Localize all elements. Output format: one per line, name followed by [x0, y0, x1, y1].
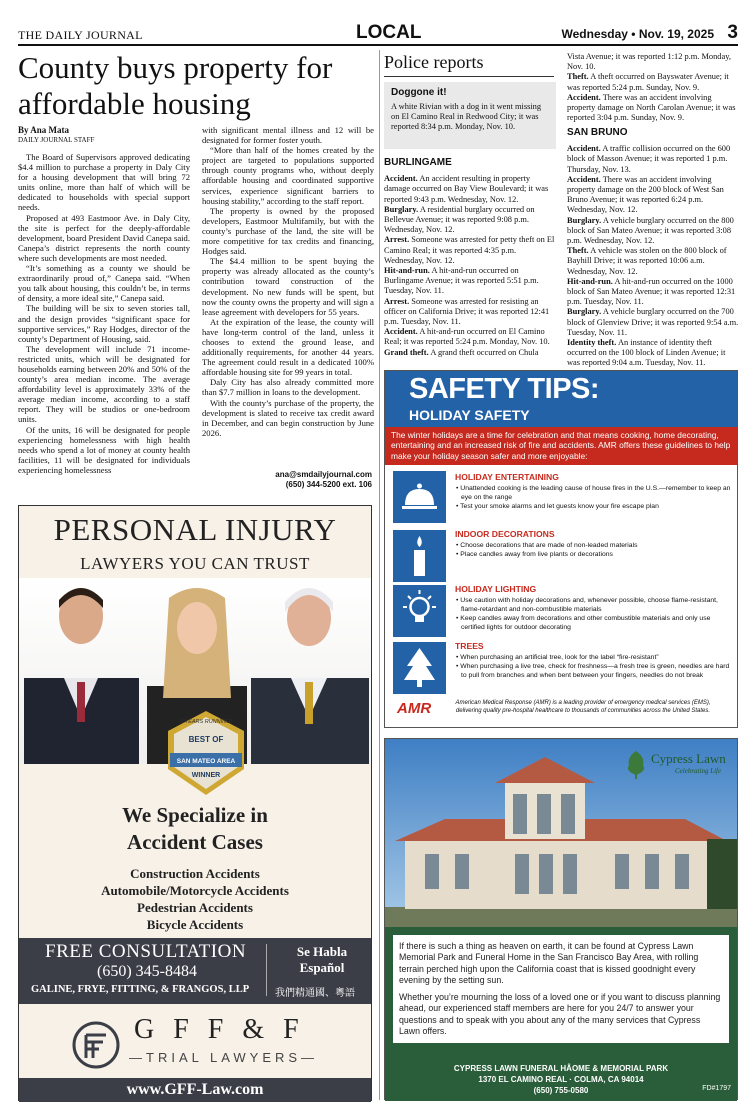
- cloche-icon: [393, 471, 446, 523]
- consultation-bar: [19, 938, 371, 1004]
- case-type: Automobile/Motorcycle Accidents: [101, 883, 289, 898]
- report-text: A vehicle burglary occurred on the 700 block of Glenview Drive; it was reported 9:54 a.m. Tuesday, Nov. 11.: [567, 307, 739, 337]
- tip-heading: TREES: [455, 641, 484, 651]
- cypress-license: FD#1797: [702, 1085, 731, 1092]
- author-phone: (650) 344-5200 ext. 106: [285, 480, 372, 489]
- author-contact: [200, 470, 372, 490]
- cypress-address: 1370 EL CAMINO REAL · COLMA, CA 94014: [478, 1075, 644, 1084]
- cypress-lawn-ad: [384, 738, 738, 1100]
- police-reports-title: Police reports: [384, 52, 484, 72]
- report-type: Hit-and-run.: [567, 276, 613, 286]
- ad-website[interactable]: www.GFF-Law.com: [19, 1078, 371, 1102]
- report-text: An instance of identity theft occurred on the 100 block of Linden Avenue; it was reported 9:04 a.m. Tuesday, Nov. 11.: [567, 338, 726, 368]
- report-type: Accident.: [567, 174, 601, 184]
- candle-icon: [393, 530, 446, 582]
- paragraph: with significant mental illness and 12 will be designated for former foster youth.: [202, 125, 374, 146]
- free-consultation: FREE CONSULTATION: [45, 941, 247, 962]
- paragraph: “More than half of the homes created by the project are targeted to populations supported through county programs who, without deeply affordable housing and coordinated supportive services, experience significant barriers to housing stability,” according to the staff report.: [202, 145, 374, 206]
- paragraph: The property is owned by the proposed developers, Eastmoor Multifamily, but with the county’s purchase of the land, the site will be more competitive for tax credits and financing, Hodges said.: [202, 205, 374, 257]
- cypress-phone[interactable]: (650) 755-0580: [533, 1086, 589, 1095]
- report-item: [384, 348, 556, 358]
- article-byline: By Ana Mata: [18, 125, 70, 135]
- report-type: Burglary.: [384, 204, 419, 214]
- report-text: A grand theft occurred on Chula: [430, 347, 539, 357]
- report-type: Identity theft.: [567, 338, 617, 348]
- best-of-badge: [162, 709, 250, 797]
- burlingame-reports: [384, 157, 556, 365]
- tip-heading: HOLIDAY LIGHTING: [455, 584, 537, 594]
- case-type: Construction Accidents: [130, 866, 260, 881]
- tip-section: [455, 472, 733, 511]
- report-text: A hit-and-run occurred on the 1000 block of San Mateo Avenue; it was reported 12:31 p.m. Tuesday, Nov. 11.: [567, 276, 736, 307]
- report-item: [384, 266, 556, 297]
- spanish-note: Se Habla Español: [296, 944, 348, 975]
- article-column-2: [202, 125, 374, 455]
- report-item: [384, 327, 556, 347]
- badge-area: SAN MATEO AREA: [176, 758, 236, 765]
- report-item: [384, 174, 556, 205]
- report-type: Theft.: [567, 246, 589, 256]
- badge-years: 3 YEARS RUNNING!: [180, 719, 232, 725]
- paragraph: The building will be six to seven stories tall, and the design provides “significant space for supportive services,” Ray Hodges, director of the county’s Department of Housing, said.: [18, 303, 190, 344]
- cypress-paragraph: Whether you’re mourning the loss of a loved one or if you want to discuss planning ahead, our experienced staff members are here for you 24/7 to answer your questions and to speak with you about any of the many services that Cypress Lawn offers.: [399, 992, 721, 1037]
- report-type: Accident.: [384, 327, 418, 337]
- cypress-logo: [623, 749, 731, 779]
- report-type: Accident.: [384, 174, 418, 184]
- safety-intro: The winter holidays are a time for celebration and that means cooking, home decorating, entertaining and an increased risk of fire and accidents. AMR offers these guidelines to help make your holiday season safer and more enjoyable:: [385, 427, 737, 465]
- firm-name: GALINE, FRYE, FITTING, & FRANGOS, LLP: [31, 984, 250, 995]
- paragraph: The Board of Supervisors approved dedicating $4.4 million to purchase a property in Daly City for a housing development that will bring 72 units online, more than half of which will be dedicated to households with special support needs.: [18, 152, 190, 213]
- report-item: [567, 277, 739, 308]
- chinese-note: 我們精通國、粵語: [275, 988, 355, 999]
- report-type: Burglary.: [567, 307, 602, 317]
- report-text: An accident resulting in property damage occurred on Bay View Boulevard; it was reported 9:43 p.m. Wednesday, Nov. 12.: [384, 174, 549, 204]
- paragraph: The development will include 71 income-restricted units, which will be designated for households earning between 20% and 50% of the county’s area median income. The average affordability level is approximately 33% of the average median income, according to a staff report. They will be studios or one-bedroom units.: [18, 343, 190, 425]
- tip-item: • Test your smoke alarms and let guests know your fire escape plan: [456, 503, 659, 510]
- report-text: There was an accident involving property damage on North Carolan Avenue; it was reported 3:04 p.m. Sunday, Nov. 9.: [567, 92, 736, 123]
- cypress-logo-text: Cypress Lawn: [651, 751, 726, 766]
- report-item: [567, 246, 739, 277]
- publication-name: THE DAILY JOURNAL: [18, 28, 143, 42]
- column-divider: [379, 50, 380, 1100]
- light-bulb-icon: [393, 585, 446, 637]
- san-bruno-heading: SAN BRUNO: [567, 127, 628, 138]
- section-name: LOCAL: [356, 22, 422, 43]
- report-item: [567, 93, 739, 124]
- page-header: [18, 22, 738, 46]
- report-item: [567, 307, 739, 338]
- report-type: Burglary.: [567, 215, 602, 225]
- tip-item: • Choose decorations that are made of non-leaded materials: [456, 542, 638, 549]
- tip-heading: INDOOR DECORATIONS: [455, 529, 555, 539]
- safety-title: SAFETY TIPS:: [409, 373, 600, 405]
- report-item: [567, 216, 739, 247]
- paragraph: Daly City has also already committed more than $7.7 million in loans to the development.: [202, 377, 374, 398]
- badge-winner: WINNER: [191, 772, 221, 779]
- report-type: Hit-and-run.: [384, 266, 430, 276]
- report-item: [567, 338, 739, 369]
- report-type: Grand theft.: [384, 347, 429, 357]
- gff-letters: G F F & F: [134, 1014, 305, 1045]
- tip-item: • When purchasing a live tree, check for freshness—a fresh tree is green, needles are hard to pull from branches and when bent between your fingers, needles do not break: [456, 663, 730, 679]
- trial-lawyers: —TRIAL LAWYERS—: [129, 1050, 319, 1065]
- author-email[interactable]: ana@smdailyjournal.com: [275, 470, 372, 479]
- report-text: Someone was arrested for petty theft on El Camino Real; it was reported 4:35 p.m. Wednesday, Nov. 12.: [384, 235, 555, 265]
- tip-section: [455, 584, 733, 632]
- ad-phone[interactable]: (650) 345-8484: [97, 963, 197, 980]
- tip-item: • When purchasing an artificial tree, look for the label “fire-resistant”: [456, 654, 659, 661]
- paragraph: Proposed at 493 Eastmoor Ave. in Daly City, the site is perfect for the deeply-affordable development, board President David Canepa said. Canepa’s district represents the north county where such developments are most needed.: [18, 212, 190, 263]
- burlingame-reports-cont: [567, 52, 739, 123]
- report-item: [384, 297, 556, 328]
- report-text: A theft occurred on Bayswater Avenue; it was reported 5:24 p.m. Sunday, Nov. 9.: [567, 72, 729, 92]
- personal-injury-ad: [18, 505, 372, 1101]
- san-bruno-reports: [567, 127, 739, 368]
- article-staff-label: DAILY JOURNAL STAFF: [18, 136, 95, 144]
- report-text: A vehicle was stolen on the 800 block of Bayhill Drive; it was reported 10:06 a.m. Wednesday, Nov. 12.: [567, 246, 727, 276]
- article-column-1: [18, 152, 190, 497]
- report-text: A traffic collision occurred on the 600 block of Masson Avenue; it was reported 1 p.m. Thursday, Nov. 13.: [567, 144, 731, 174]
- amr-footer: [397, 700, 727, 715]
- paragraph: Of the units, 16 will be designated for people experiencing homelessness with high health needs who spend a lot of money at county health facilities, 11 will be designated for individuals experiencing homelessness: [18, 424, 190, 475]
- tip-item: • Unattended cooking is the leading cause of house fires in the U.S.—remember to keep an eye on the range: [456, 485, 731, 501]
- cypress-tree-icon: [623, 749, 649, 779]
- report-type: Theft.: [567, 72, 589, 82]
- report-text: A hit-and-run occurred on El Camino Real; it was reported 5:24 p.m. Monday, Nov. 10.: [384, 327, 550, 347]
- doggone-box: [384, 82, 556, 149]
- paragraph: “It’s something as a county we should be extraordinarily proud of,” Canepa said. “When you talk about housing, this couldn’t be, in terms of density, a more ideal site,” Canepa said.: [18, 263, 190, 304]
- tip-heading: HOLIDAY ENTERTAINING: [455, 472, 559, 482]
- cypress-name: CYPRESS LAWN FUNERAL HÂOME & MEMORIAL PARK: [453, 1064, 669, 1073]
- safety-banner: [385, 371, 737, 427]
- divider: [266, 944, 267, 996]
- cypress-body: [385, 927, 737, 1063]
- report-text: A residential burglary occurred on Bellevue Avenue; it was reported 9:08 p.m. Wednesday, Nov. 12.: [384, 204, 535, 235]
- amr-description: American Medical Response (AMR) is a leading provider of emergency medical services (EMS), delivering quality pre-hospital healthcare to thousands of communities across the United States.: [455, 700, 711, 714]
- tip-item: • Keep candles away from decorations and other combustible materials and only use certified lights for outdoor decorating: [456, 615, 711, 631]
- doggone-title: Doggone it!: [391, 87, 447, 98]
- report-type: Accident.: [567, 92, 601, 102]
- tip-section: [455, 641, 733, 680]
- article-headline: County buys property for affordable housing: [18, 50, 333, 121]
- specialize-tagline: We Specialize in Accident Cases: [122, 803, 268, 854]
- tip-item: • Use caution with holiday decorations and, whenever possible, choose flame-resistant, flame-retardant and non-combustible materials: [456, 597, 718, 613]
- report-type: Accident.: [567, 144, 601, 154]
- report-type: Arrest.: [384, 296, 410, 306]
- report-item: [567, 175, 739, 216]
- burlingame-heading: BURLINGAME: [384, 157, 452, 168]
- paragraph: At the expiration of the lease, the county will have long-term control of the land, unless it chooses to extend the ground lease, and additionally requirements, for another 44 years. The agreement could result in a dedicated 100% affordable housing site for 99 years in total.: [202, 316, 374, 378]
- doggone-body: A white Rivian with a dog in it went missing on El Camino Real in Redwood City; it was reported 8:34 p.m. Monday, Nov. 10.: [391, 102, 542, 131]
- cypress-tagline: Celebrating Life: [675, 767, 722, 775]
- report-text: A vehicle burglary occurred on the 800 block of San Mateo Avenue; it was reported 3:08 p.m. Wednesday, Nov. 12.: [567, 215, 734, 246]
- paragraph: The $4.4 million to be spent buying the property was already allocated as the county’s contribution toward construction of the development. No new funds will be spent, but now the county owns the property and will sign a lease agreement with developers for 55 years.: [202, 256, 374, 317]
- amr-logo: AMR: [397, 700, 432, 717]
- gff-logo: [19, 1014, 371, 1076]
- report-text: Someone was arrested for resisting an officer on California Drive; it was reported 12:41 p.m. Tuesday, Nov. 11.: [384, 296, 550, 327]
- safety-tips-ad: [384, 370, 738, 728]
- tip-item: • Place candles away from live plants or decorations: [456, 551, 613, 558]
- page-number: 3: [727, 22, 738, 43]
- tree-icon: [393, 642, 446, 694]
- report-item: [384, 205, 556, 236]
- case-type: Pedestrian Accidents: [137, 900, 253, 915]
- report-item: [567, 144, 739, 175]
- report-text: There was an accident involving property damage on the 200 block of West San Bruno Avenue; it was reported 6:24 p.m. Wednesday, Nov. 12.: [567, 174, 724, 215]
- ad-title: PERSONAL INJURY: [53, 512, 337, 547]
- cypress-footer: [385, 1059, 737, 1101]
- report-item: [384, 235, 556, 266]
- paragraph: With the county’s purchase of the property, the development is slated to receive tax credit award in December, and can begin construction by June 2026.: [202, 397, 374, 438]
- issue-date: Wednesday • Nov. 19, 2025: [561, 27, 714, 41]
- case-type: Bicycle Accidents: [146, 917, 244, 932]
- case-types: [19, 865, 371, 933]
- report-text: A hit-and-run occurred on Burlingame Avenue; it was reported 5:51 p.m. Tuesday, Nov. 11.: [384, 266, 539, 296]
- tip-section: [455, 529, 733, 559]
- report-item: [567, 72, 739, 92]
- report-item: Vista Avenue; it was reported 1:12 p.m. Monday, Nov. 10.: [567, 52, 731, 72]
- divider: [384, 76, 554, 77]
- safety-subtitle: HOLIDAY SAFETY: [409, 407, 530, 423]
- cypress-card: [393, 935, 729, 1043]
- badge-best: BEST OF: [188, 735, 224, 744]
- ad-subtitle: LAWYERS YOU CAN TRUST: [80, 554, 310, 573]
- report-type: Arrest.: [384, 235, 410, 245]
- cypress-paragraph: If there is such a thing as heaven on earth, it can be found at Cypress Lawn Memorial Park and Funeral Home in the San Francisco Bay Area, with rolling terrain perched high upon the California coast that is kissed goodnight every evening by the setting sun.: [399, 941, 699, 985]
- gff-emblem-icon: [71, 1020, 121, 1070]
